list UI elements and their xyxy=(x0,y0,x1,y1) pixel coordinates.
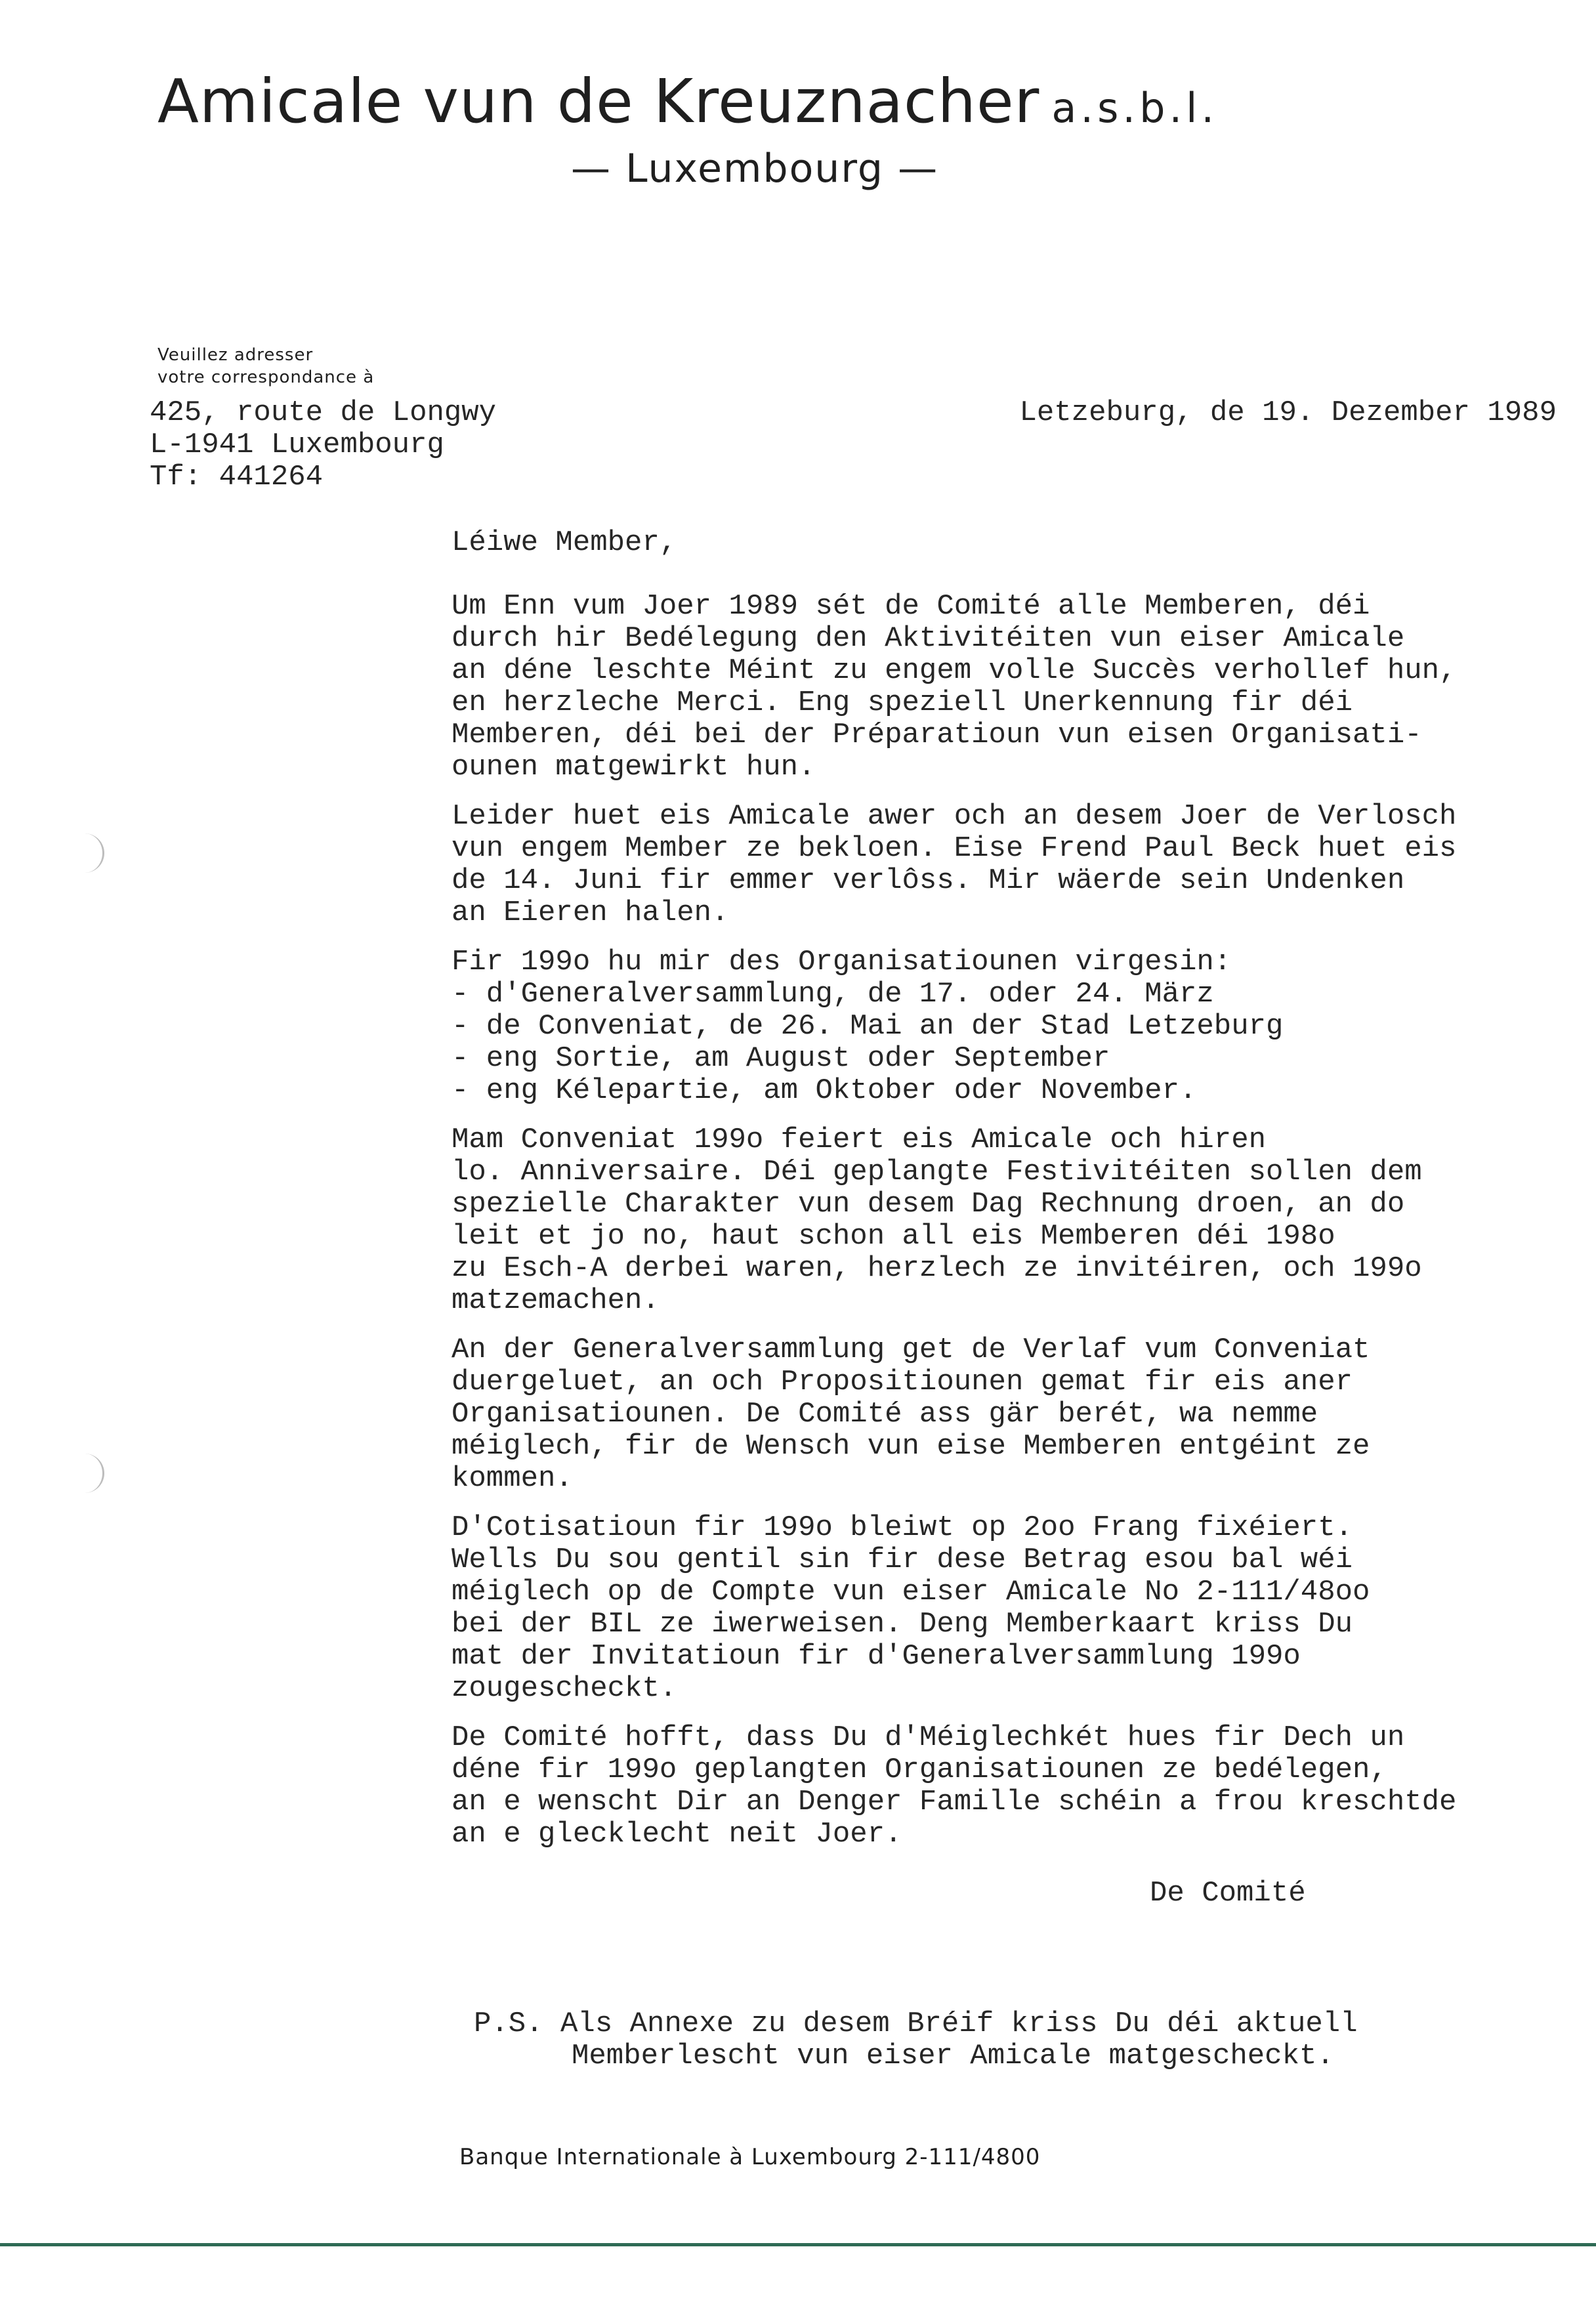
punch-hole xyxy=(84,833,104,873)
paragraph xyxy=(452,1512,1593,1705)
paragraph-line: durch hir Bedélegung den Aktivitéiten vun eiser Amicale xyxy=(452,622,1405,655)
sender-address xyxy=(150,397,496,494)
paragraph-line: - eng Sortie, am August oder September xyxy=(452,1042,1110,1075)
address-phone: Tf: 441264 xyxy=(150,461,324,494)
paragraph-line: Memberen, déi bei der Préparatioun vun eisen Organisati- xyxy=(452,719,1422,751)
letter-body xyxy=(452,527,1593,1851)
paragraph-line: déne fir 199o geplangten Organisatiounen ze bedélegen, xyxy=(452,1754,1387,1786)
paragraph-line: de 14. Juni fir emmer verlôss. Mir wäerde sein Undenken xyxy=(452,864,1405,897)
paragraph-gap xyxy=(452,1495,1593,1512)
paragraph-line: D'Cotisatioun fir 199o bleiwt op 2oo Frang fixéiert. xyxy=(452,1511,1353,1544)
paragraph-line: zougescheckt. xyxy=(452,1672,677,1705)
paragraph-gap xyxy=(452,1317,1593,1334)
paragraph-line: leit et jo no, haut schon all eis Memberen déi 198o xyxy=(452,1220,1335,1253)
postscript-line: Memberlescht vun eiser Amicale matgescheckt. xyxy=(572,2040,1334,2072)
paragraph-line: An der Generalversammlung get de Verlaf vum Conveniat xyxy=(452,1334,1370,1366)
paragraph-line: - de Conveniat, de 26. Mai an der Stad Letzeburg xyxy=(452,1010,1284,1043)
address-note xyxy=(158,344,374,388)
paragraph-line: spezielle Charakter vun desem Dag Rechnung droen, an do xyxy=(452,1188,1405,1221)
paragraph-line: lo. Anniversaire. Déi geplangte Festivitéiten sollen dem xyxy=(452,1156,1422,1188)
paragraph-gap xyxy=(452,1705,1593,1722)
paragraphs xyxy=(452,591,1593,1851)
paragraph-line: Wells Du sou gentil sin fir dese Betrag esou bal wéi xyxy=(452,1544,1353,1576)
paragraph-line: vun engem Member ze bekloen. Eise Frend Paul Beck huet eis xyxy=(452,832,1457,865)
organization-suffix: a.s.b.l. xyxy=(1051,84,1219,132)
paragraph-line: Leider huet eis Amicale awer och an desem Joer de Verlosch xyxy=(452,800,1457,833)
address-note-line: Veuillez adresser xyxy=(158,345,314,365)
paragraph-line: méiglech op de Compte vun eiser Amicale No 2-111/48oo xyxy=(452,1576,1370,1608)
paragraph-line: matzemachen. xyxy=(452,1284,660,1317)
paragraph-line: - eng Kélepartie, am Oktober oder November. xyxy=(452,1074,1197,1107)
punch-hole xyxy=(84,1454,104,1493)
letter-date: Letzeburg, de 19. Dezember 1989 xyxy=(1019,396,1557,429)
paragraph xyxy=(452,801,1593,929)
paragraph-line: an Eieren halen. xyxy=(452,896,729,929)
paragraph-line: zu Esch-A derbei waren, herzlech ze invitéiren, och 199o xyxy=(452,1252,1422,1285)
address-note-line: votre correspondance à xyxy=(158,368,375,387)
footer-rule xyxy=(0,2243,1596,2246)
paragraph-line: Organisatiounen. De Comité ass gär berét, wa nemme xyxy=(452,1398,1318,1431)
paragraph-line: duergeluet, an och Propositiounen gemat fir eis aner xyxy=(452,1366,1353,1398)
letterhead-title xyxy=(158,66,1218,144)
paragraph xyxy=(452,946,1593,1107)
paragraph-line: De Comité hofft, dass Du d'Méiglechkét hues fir Dech un xyxy=(452,1721,1405,1754)
paragraph-line: Mam Conveniat 199o feiert eis Amicale och hiren xyxy=(452,1124,1267,1156)
paragraph-gap xyxy=(452,1107,1593,1124)
paragraph-line: an déne leschte Méint zu engem volle Succès verhollef hun, xyxy=(452,654,1457,687)
organization-name: Amicale vun de Kreuznacher xyxy=(158,66,1040,136)
paragraph-line: an e glecklecht neit Joer. xyxy=(452,1818,902,1851)
paragraph-gap xyxy=(452,929,1593,946)
signature: De Comité xyxy=(1150,1877,1306,1910)
address-street: 425, route de Longwy xyxy=(150,396,497,429)
paragraph-line: méiglech, fir de Wensch vun eise Memberen entgéint ze xyxy=(452,1430,1370,1463)
paragraph-line: ounen matgewirkt hun. xyxy=(452,751,816,784)
postscript xyxy=(474,2008,1358,2072)
paragraph-gap xyxy=(452,784,1593,801)
paragraph-line: en herzleche Merci. Eng speziell Unerkennung fir déi xyxy=(452,686,1353,719)
letterhead-subtitle: — Luxembourg — xyxy=(571,146,939,192)
greeting: Léiwe Member, xyxy=(452,526,677,559)
paragraph xyxy=(452,1334,1593,1495)
paragraph-line: - d'Generalversammlung, de 17. oder 24. März xyxy=(452,978,1214,1011)
address-city: L-1941 Luxembourg xyxy=(150,429,444,461)
paragraph-line: Um Enn vum Joer 1989 sét de Comité alle Memberen, déi xyxy=(452,590,1370,623)
postscript-line: P.S. Als Annexe zu desem Bréif kriss Du déi aktuell xyxy=(474,2007,1358,2040)
paragraph-line: kommen. xyxy=(452,1462,573,1495)
paragraph-line: bei der BIL ze iwerweisen. Deng Memberkaart kriss Du xyxy=(452,1608,1353,1641)
bank-line: Banque Internationale à Luxembourg 2-111/4800 xyxy=(459,2144,1041,2170)
paragraph xyxy=(452,591,1593,784)
paragraph xyxy=(452,1722,1593,1851)
paragraph-line: Fir 199o hu mir des Organisatiounen virgesin: xyxy=(452,946,1232,978)
paragraph-line: an e wenscht Dir an Denger Famille schéin a frou kreschtde xyxy=(452,1786,1457,1818)
paragraph xyxy=(452,1124,1593,1317)
paragraph-line: mat der Invitatioun fir d'Generalversammlung 199o xyxy=(452,1640,1301,1673)
